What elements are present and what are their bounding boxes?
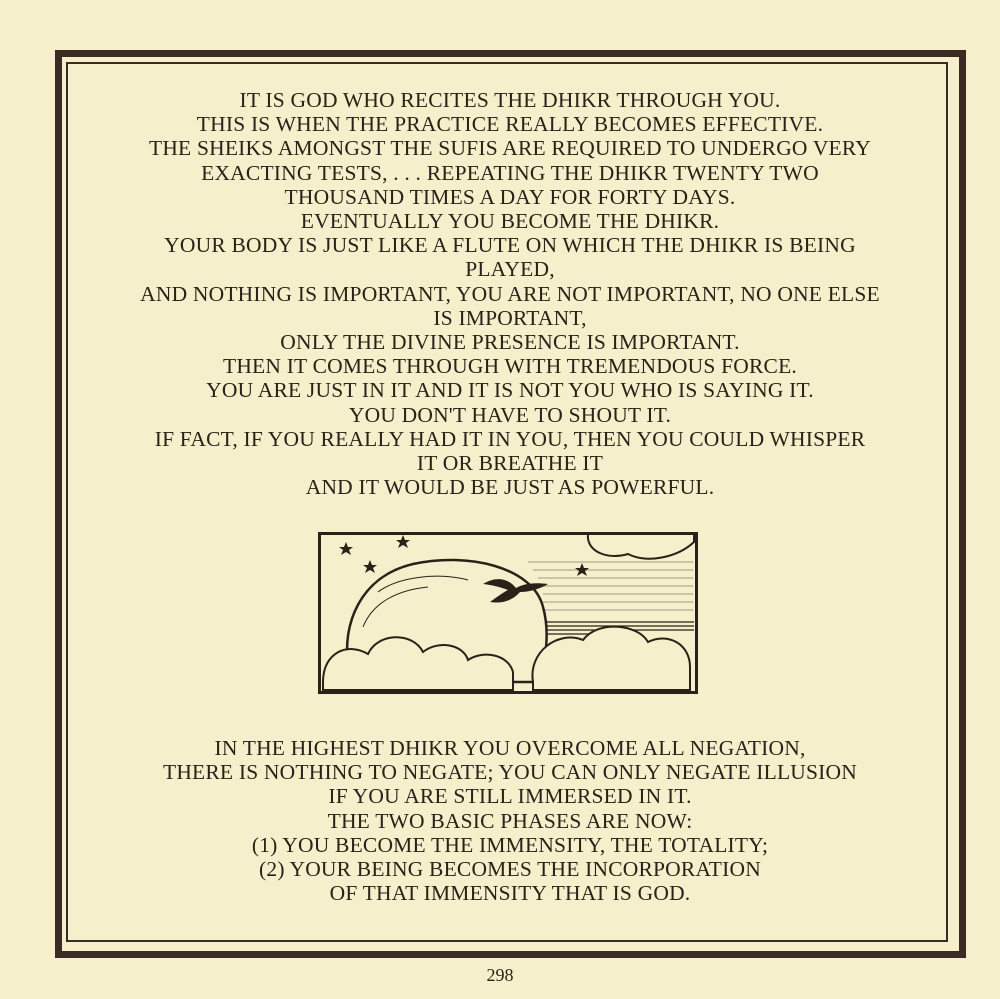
text-line: THEN IT COMES THROUGH WITH TREMENDOUS FORCE. xyxy=(223,354,797,379)
page-number: 298 xyxy=(486,965,514,985)
text-line: THERE IS NOTHING TO NEGATE; YOU CAN ONLY NEGATE ILLUSION xyxy=(163,760,857,785)
text-line: IF YOU ARE STILL IMMERSED IN IT. xyxy=(328,784,692,809)
text-line: IT IS GOD WHO RECITES THE DHIKR THROUGH YOU. xyxy=(239,88,781,112)
text-line: (1) YOU BECOME THE IMMENSITY, THE TOTALITY; xyxy=(251,832,769,857)
text-line: EXACTING TESTS, . . . REPEATING THE DHIKR TWENTY TWO xyxy=(201,160,819,185)
text-line: PLAYED, xyxy=(465,257,555,282)
text-line: ONLY THE DIVINE PRESENCE IS IMPORTANT. xyxy=(280,330,740,355)
text-line: YOU ARE JUST IN IT AND IT IS NOT YOU WHO IS SAYING IT. xyxy=(206,378,814,403)
text-line: IN THE HIGHEST DHIKR YOU OVERCOME ALL NEGATION, xyxy=(214,736,806,760)
text-line: IS IMPORTANT, xyxy=(433,305,587,330)
lower-text-block xyxy=(90,736,930,905)
text-line: YOUR BODY IS JUST LIKE A FLUTE ON WHICH THE DHIKR IS BEING xyxy=(164,233,856,258)
text-line: IT OR BREATHE IT xyxy=(416,451,604,476)
text-line: YOU DON'T HAVE TO SHOUT IT. xyxy=(348,402,672,427)
text-line: EVENTUALLY YOU BECOME THE DHIKR. xyxy=(300,209,720,234)
text-line: THE SHEIKS AMONGST THE SUFIS ARE REQUIRED TO UNDERGO VERY xyxy=(149,136,871,161)
text-line: THE TWO BASIC PHASES ARE NOW: xyxy=(327,808,693,833)
upper-text-block xyxy=(90,88,930,499)
text-line: OF THAT IMMENSITY THAT IS GOD. xyxy=(329,881,691,906)
bird-over-clouds-with-stars-icon xyxy=(318,532,698,694)
text-line: IF FACT, IF YOU REALLY HAD IT IN YOU, THEN YOU COULD WHISPER xyxy=(154,426,866,451)
text-line: (2) YOUR BEING BECOMES THE INCORPORATION xyxy=(259,857,761,882)
text-line: THIS IS WHEN THE PRACTICE REALLY BECOMES EFFECTIVE. xyxy=(196,112,824,137)
text-line: AND IT WOULD BE JUST AS POWERFUL. xyxy=(305,475,715,500)
text-line: THOUSAND TIMES A DAY FOR FORTY DAYS. xyxy=(284,184,736,209)
text-line: AND NOTHING IS IMPORTANT, YOU ARE NOT IMPORTANT, NO ONE ELSE xyxy=(140,281,880,306)
